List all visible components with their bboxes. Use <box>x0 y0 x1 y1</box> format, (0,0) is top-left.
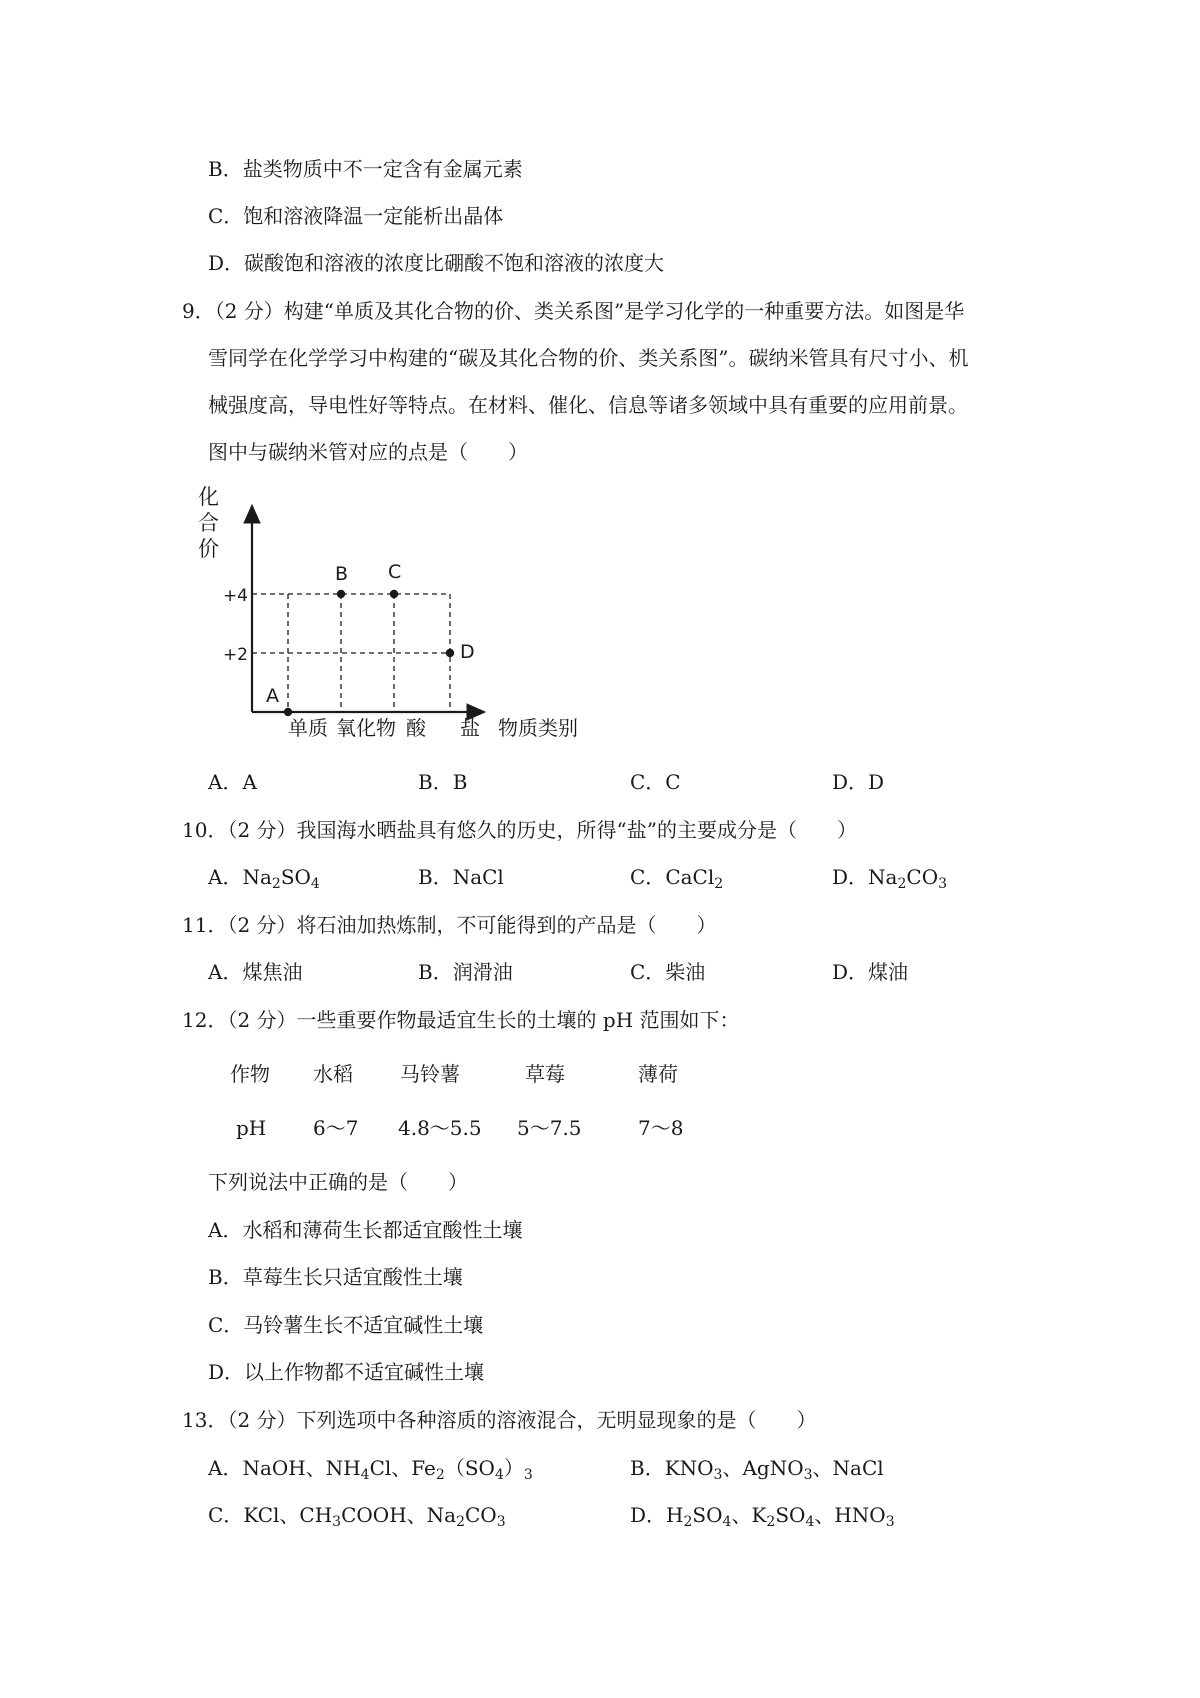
x-category-label: 单质 <box>288 716 328 740</box>
q11-stem: 11．（2 分）将石油加热炼制，不可能得到的产品是（ ） <box>182 913 717 937</box>
q13-option-a[interactable]: A．NaOH、$NH_4Cl$、$Fe_2(SO_4)_3$ <box>208 1456 533 1483</box>
q9-option-b[interactable]: B．B <box>418 770 468 794</box>
y-tick-label: +4 <box>222 586 248 606</box>
y-axis-label-char: 化 <box>198 486 219 509</box>
diagram-grid <box>252 594 450 712</box>
table-header-potato: 马铃薯 <box>400 1062 460 1086</box>
q8-option-b: B．盐类物质中不一定含有金属元素 <box>208 157 523 181</box>
q8-option-c: C．饱和溶液降温一定能析出晶体 <box>208 204 504 228</box>
table-cell-potato: 4.8～5.5 <box>398 1116 482 1140</box>
q12-stem: 12．（2 分）一些重要作物最适宜生长的土壤的 pH 范围如下： <box>182 1008 740 1032</box>
diagram-axes <box>252 506 484 712</box>
table-header-rice: 水稻 <box>313 1062 353 1086</box>
q12-option-d[interactable]: D．以上作物都不适宜碱性土壤 <box>208 1360 485 1384</box>
y-axis-label-char: 价 <box>198 537 219 561</box>
x-category-label: 盐 <box>460 716 480 740</box>
q11-option-a[interactable]: A．煤焦油 <box>208 960 303 984</box>
data-point-label-d: D <box>460 641 475 663</box>
table-header-mint: 薄荷 <box>638 1062 678 1086</box>
data-point-label-b: B <box>335 563 349 585</box>
table-header-strawberry: 草莓 <box>525 1062 565 1086</box>
table-header-crop: 作物 <box>230 1062 270 1086</box>
data-point-b <box>337 590 345 598</box>
data-point-d <box>446 649 454 657</box>
q11-option-b[interactable]: B．润滑油 <box>418 960 513 984</box>
table-cell-mint: 7～8 <box>638 1116 684 1140</box>
q9-option-c[interactable]: C．C <box>630 770 681 794</box>
q9-option-a[interactable]: A．A <box>208 770 257 794</box>
valence-class-diagram <box>198 486 598 756</box>
q10-option-d[interactable]: D．$Na_2CO_3$ <box>832 865 948 892</box>
q10-option-a[interactable]: A．$Na_2SO_4$ <box>208 865 320 892</box>
q9-stem-line4: 图中与碳纳米管对应的点是（ ） <box>208 440 528 464</box>
q9-option-d[interactable]: D．D <box>832 770 885 794</box>
q13-stem: 13．（2 分）下列选项中各种溶质的溶液混合，无明显现象的是（ ） <box>182 1408 817 1432</box>
q9-stem-line2: 雪同学在化学学习中构建的“碳及其化合物的价、类关系图”。碳纳米管具有尺寸小、机 <box>208 346 969 370</box>
q12-option-c[interactable]: C．马铃薯生长不适宜碱性土壤 <box>208 1313 484 1337</box>
x-category-label: 氧化物 <box>336 716 396 740</box>
q12-question: 下列说法中正确的是（ ） <box>208 1170 468 1194</box>
q13-option-b[interactable]: B．$KNO_3$、AgNO$_3$、NaCl <box>630 1456 884 1483</box>
y-tick-labels <box>223 586 248 665</box>
q8-option-d: D．碳酸饱和溶液的浓度比硼酸不饱和溶液的浓度大 <box>208 251 665 275</box>
q10-stem: 10．（2 分）我国海水晒盐具有悠久的历史，所得“盐”的主要成分是（ ） <box>182 818 857 842</box>
q12-option-b[interactable]: B．草莓生长只适宜酸性土壤 <box>208 1265 463 1289</box>
data-point-label-c: C <box>388 561 402 583</box>
y-axis-label-char: 合 <box>198 511 219 535</box>
q9-stem-line1: 9．（2 分）构建“单质及其化合物的价、类关系图”是学习化学的一种重要方法。如图是华 <box>182 299 965 323</box>
x-category-label: 酸 <box>406 716 426 740</box>
q9-stem-line3: 械强度高，导电性好等特点。在材料、催化、信息等诸多领域中具有重要的应用前景。 <box>208 393 968 417</box>
table-row-label-ph: pH <box>236 1116 267 1140</box>
q13-option-c[interactable]: C．KCl、$CH_3COOH$、$Na_2CO_3$ <box>208 1503 506 1530</box>
data-point-a <box>284 708 292 716</box>
x-category-labels <box>288 716 480 740</box>
table-cell-rice: 6～7 <box>313 1116 359 1140</box>
data-point-c <box>390 590 398 598</box>
y-axis-label <box>198 486 219 561</box>
q10-option-b[interactable]: B．NaCl <box>418 865 504 889</box>
table-cell-strawberry: 5～7.5 <box>517 1116 582 1140</box>
q10-option-c[interactable]: C．CaCl$_2$ <box>630 865 724 892</box>
y-tick-label: +2 <box>222 645 248 665</box>
q11-option-d[interactable]: D．煤油 <box>832 960 909 984</box>
data-point-label-a: A <box>266 685 279 707</box>
q13-option-d[interactable]: D．$H_2SO_4$、$K_2SO_4$、$HNO_3$ <box>630 1503 895 1530</box>
x-axis-label: 物质类别 <box>498 716 578 740</box>
q11-option-c[interactable]: C．柴油 <box>630 960 706 984</box>
q12-option-a[interactable]: A．水稻和薄荷生长都适宜酸性土壤 <box>208 1218 523 1242</box>
data-points <box>266 561 475 716</box>
